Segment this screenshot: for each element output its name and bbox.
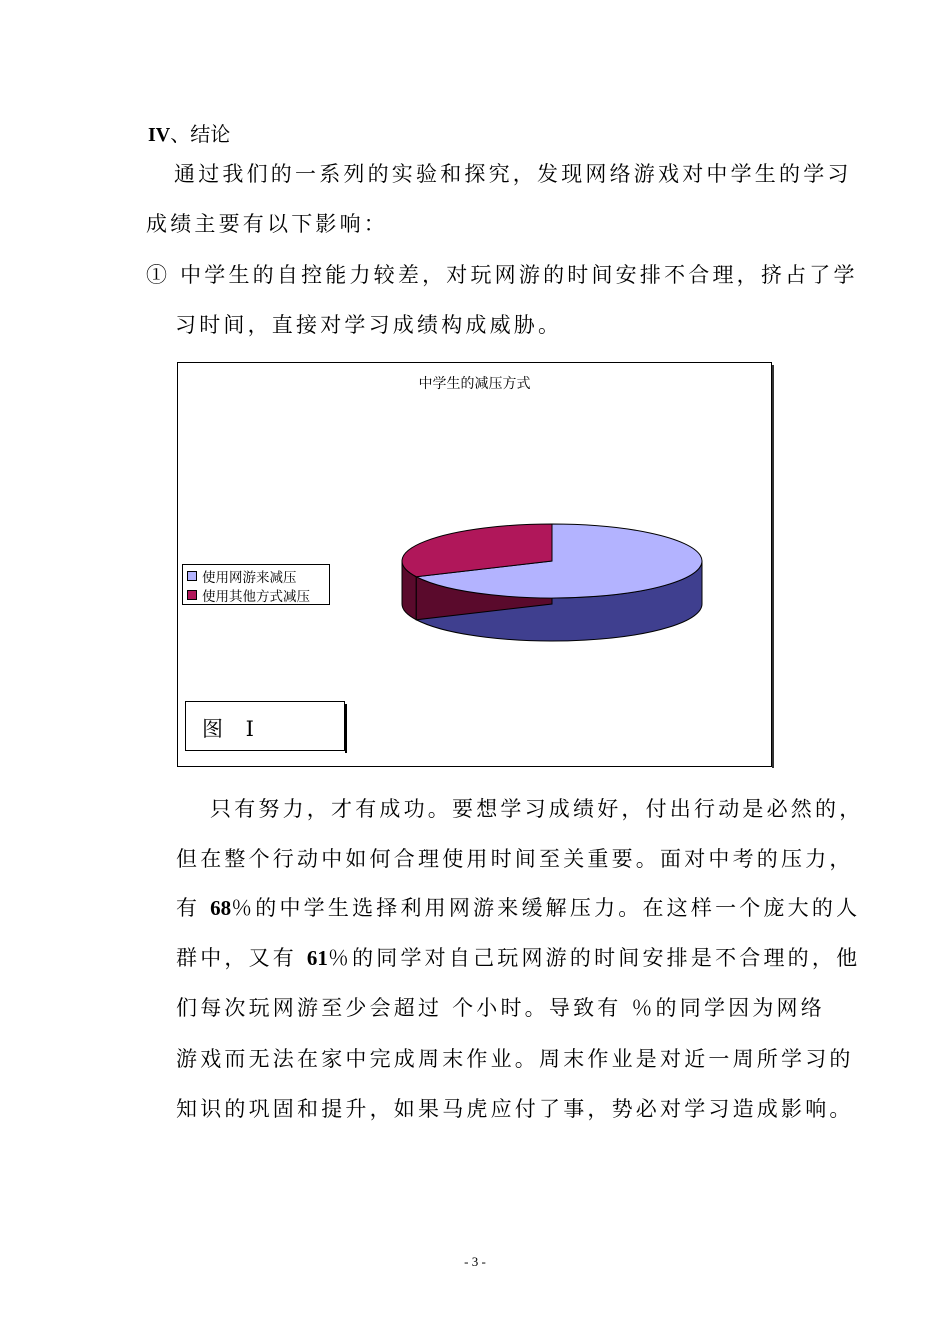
body-line-2: 但在整个行动中如何合理使用时间至关重要。面对中考的压力， xyxy=(176,847,854,871)
point-1-line-1: ① 中学生的自控能力较差，对玩网游的时间安排不合理，挤占了学 xyxy=(146,263,858,287)
point-1-line-2: 习时间，直接对学习成绩构成威胁。 xyxy=(175,313,563,337)
legend-item-1 xyxy=(187,586,310,604)
intro-line-2: 成绩主要有以下影响： xyxy=(146,212,388,236)
body-line-3 xyxy=(176,894,860,922)
stat-61: 61 xyxy=(306,946,328,970)
body-line-1: 只有努力，才有成功。要想学习成绩好，付出行动是必然的， xyxy=(210,797,864,821)
legend-label-1: 使用其他方式减压 xyxy=(202,589,310,605)
figure-label: 图 I xyxy=(202,717,262,741)
body-line-4 xyxy=(176,944,860,972)
body-line-4-post: ％的同学对自己玩网游的时间安排是不合理的，他 xyxy=(327,946,861,970)
legend-swatch-0 xyxy=(187,571,197,581)
pie-chart-figure xyxy=(177,362,772,767)
body-line-3-post: ％的中学生选择利用网游来缓解压力。在这样一个庞大的人 xyxy=(231,896,861,920)
body-line-7: 知识的巩固和提升，如果马虎应付了事，势必对学习造成影响。 xyxy=(176,1097,854,1121)
figure-label-box xyxy=(185,701,345,751)
stat-68: 68 xyxy=(210,896,232,920)
section-title: 、结论 xyxy=(170,122,231,146)
chart-legend xyxy=(182,564,330,605)
section-roman: IV xyxy=(148,124,171,146)
body-line-6: 游戏而无法在家中完成周末作业。周末作业是对近一周所学习的 xyxy=(176,1047,854,1071)
chart-title: 中学生的减压方式 xyxy=(418,376,531,392)
intro-line-1: 通过我们的一系列的实验和探究，发现网络游戏对中学生的学习 xyxy=(174,162,852,186)
legend-label-0: 使用网游来减压 xyxy=(202,570,297,586)
body-line-5: 们每次玩网游至少会超过 个小时。导致有 ％的同学因为网络 xyxy=(176,996,825,1020)
legend-swatch-1 xyxy=(187,590,197,600)
page-number: - 3 - xyxy=(464,1254,486,1269)
legend-item-0 xyxy=(187,567,297,585)
body-line-4-pre: 群中，又有 xyxy=(176,946,307,970)
section-heading xyxy=(148,118,230,147)
body-line-3-pre: 有 xyxy=(176,896,211,920)
